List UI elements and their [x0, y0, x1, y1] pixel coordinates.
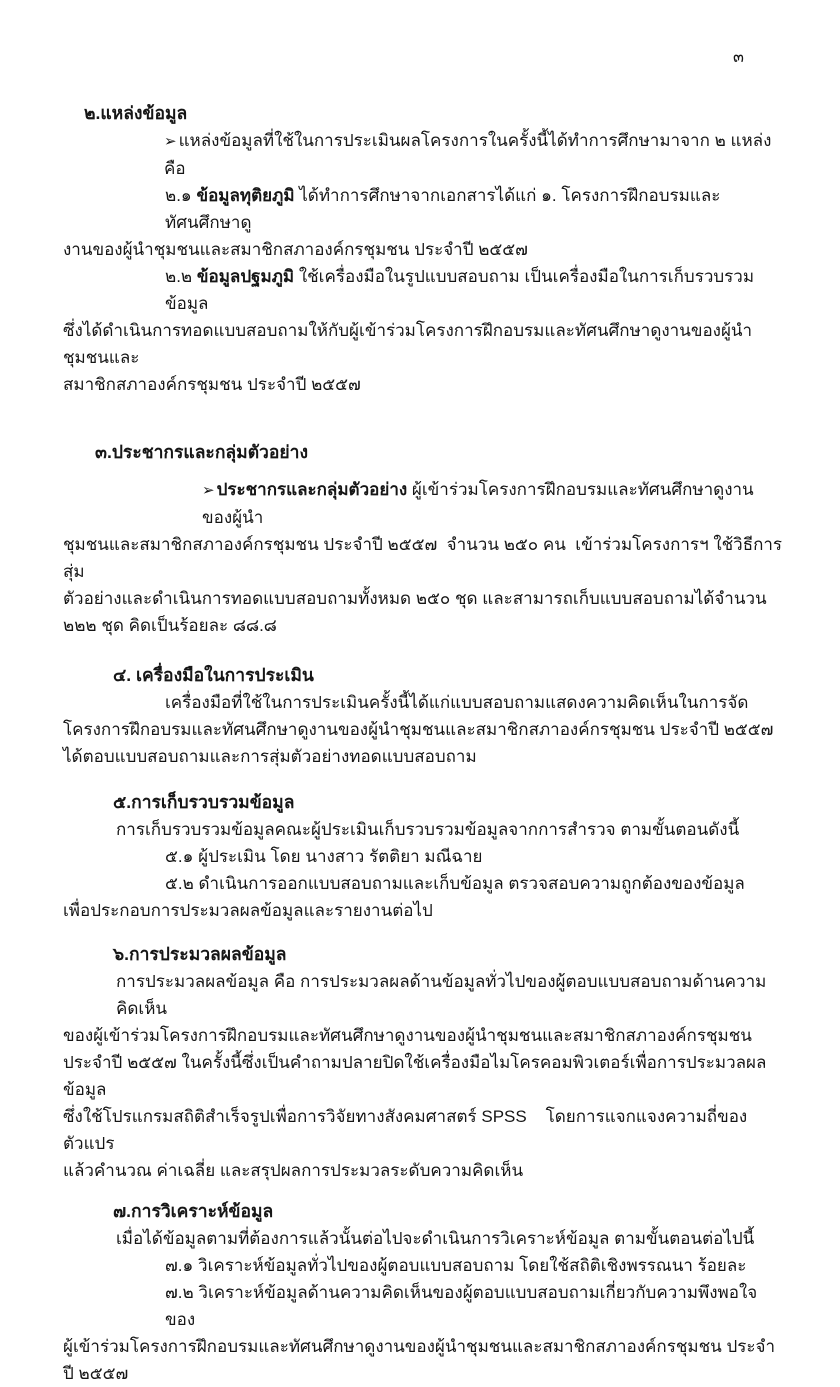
- item-7-2-continuation: ผู้เข้าร่วมโครงการฝึกอบรมและทัศนศึกษาดูงานของผู้นำชุมชนและสมาชิกสภาองค์กรชุมชน ประจำปี ๒๕๕๗: [63, 1337, 776, 1383]
- item-2-1-text: ได้ทำการศึกษาจากเอกสารได้แก่ ๑. โครงการฝึกอบรมและทัศนศึกษาดู: [165, 186, 721, 232]
- item-2-2-continuation-1: ซึ่งได้ดำเนินการทอดแบบสอบถามให้กับผู้เข้าร่วมโครงการฝึกอบรมและทัศนศึกษาดูงานของผู้นำชุมชนและ: [63, 321, 753, 367]
- section-3-bullet-line: [63, 476, 783, 531]
- item-2-2-text: ใช้เครื่องมือในรูปแบบสอบถาม เป็นเครื่องมือในการเก็บรวบรวมข้อมูล: [165, 267, 755, 313]
- section-4-line-2: โครงการฝึกอบรมและทัศนศึกษาดูงานของผู้นำชุมชนและสมาชิกสภาองค์กรชุมชน ประจำปี ๒๕๕๗: [63, 720, 774, 739]
- section-6-line-4: ซึ่งใช้โปรแกรมสถิติสำเร็จรูปเพื่อการวิจัยทางสังคมศาสตร์ SPSS โดยการแจกแจงความถี่ของตัวแปร: [63, 1107, 748, 1153]
- section-5-heading: ๕.การเก็บรวบรวมข้อมูล: [113, 792, 295, 812]
- section-3-heading: ๓.ประชากรและกลุ่มตัวอย่าง: [95, 442, 309, 462]
- section-population-sample: [63, 439, 783, 639]
- section-2-bullet-line: [63, 127, 783, 182]
- page-number: ๓: [733, 49, 744, 66]
- item-2-1-number: ๒.๑: [165, 186, 197, 205]
- item-7-2-line: ๗.๒ วิเคราะห์ข้อมูลด้านความคิดเห็นของผู้ตอบแบบสอบถามเกี่ยวกับความพึงพอใจของ: [165, 1283, 758, 1329]
- section-6-heading: ๖.การประมวลผลข้อมูล: [113, 944, 287, 964]
- section-4-line-3: ได้ตอบแบบสอบถามและการสุ่มตัวอย่างทอดแบบสอบถาม: [63, 747, 477, 766]
- section-7-line-1: เมื่อได้ข้อมูลตามที่ต้องการแล้วนั้นต่อไปจะดำเนินการวิเคราะห์ข้อมูล ตามขั้นตอนต่อไปนี้: [116, 1229, 755, 1248]
- arrow-bullet-icon: ➢: [164, 133, 177, 150]
- section-2-bullet-text: แหล่งข้อมูลที่ใช้ในการประเมินผลโครงการในครั้งนี้ได้ทำการศึกษามาจาก ๒ แหล่ง คือ: [164, 131, 777, 178]
- section-data-analysis: [63, 1198, 783, 1387]
- item-5-1-line: ๕.๑ ผู้ประเมิน โดย นางสาว รัตติยา มณีฉาย: [165, 847, 483, 866]
- section-evaluation-tools: [63, 662, 783, 770]
- item-2-2-label: ข้อมูลปฐมภูมิ: [196, 267, 295, 286]
- section-7-heading: ๗.การวิเคราะห์ข้อมูล: [113, 1201, 274, 1221]
- item-2-2-line: [63, 263, 783, 317]
- section-3-line-4: ๒๒๒ ชุด คิดเป็นร้อยละ ๘๘.๘: [63, 616, 277, 635]
- item-2-1-line: [63, 182, 783, 236]
- section-3-line-2: ชุมชนและสมาชิกสภาองค์กรชุมชน ประจำปี ๒๕๕๗ จำนวน ๒๕๐ คน เข้าร่วมโครงการฯ ใช้วิธีการสุ่ม: [63, 535, 783, 581]
- page-content: [63, 100, 783, 1387]
- section-5-line-1: การเก็บรวบรวมข้อมูลคณะผู้ประเมินเก็บรวบรวมข้อมูลจากการสำรวจ ตามขั้นตอนดังนี้: [116, 820, 740, 839]
- item-5-2-line: ๕.๒ ดำเนินการออกแบบสอบถามและเก็บข้อมูล ตรวจสอบความถูกต้องของข้อมูล: [165, 874, 745, 893]
- section-data-sources: [63, 100, 783, 398]
- section-3-line-3: ตัวอย่างและดำเนินการทอดแบบสอบถามทั้งหมด ๒๕๐ ชุด และสามารถเก็บแบบสอบถามได้จำนวน: [63, 589, 767, 608]
- section-6-line-3: ประจำปี ๒๕๕๗ ในครั้งนี้ซึ่งเป็นคำถามปลายปิดใช้เครื่องมือไมโครคอมพิวเตอร์เพื่อการประมวลผลข้อมูล: [63, 1053, 767, 1099]
- section-2-heading: ๒.แหล่งข้อมูล: [84, 103, 188, 123]
- item-5-2-continuation: เพื่อประกอบการประมวลผลข้อมูลและรายงานต่อไป: [63, 901, 433, 920]
- item-2-1-label: ข้อมูลทุติยภูมิ: [196, 186, 295, 205]
- item-2-2-number: ๒.๒: [165, 267, 197, 286]
- section-data-processing: [63, 941, 783, 1184]
- arrow-bullet-icon: ➢: [202, 482, 215, 499]
- item-2-1-continuation: งานของผู้นำชุมชนและสมาชิกสภาองค์กรชุมชน ประจำปี ๒๕๕๗: [63, 240, 528, 259]
- section-4-heading: ๔. เครื่องมือในการประเมิน: [113, 665, 314, 685]
- section-6-line-5: แล้วคำนวณ ค่าเฉลี่ย และสรุปผลการประมวลระดับความคิดเห็น: [63, 1161, 524, 1180]
- section-6-line-2: ของผู้เข้าร่วมโครงการฝึกอบรมและทัศนศึกษาดูงานของผู้นำชุมชนและสมาชิกสภาองค์กรชุมชน: [63, 1026, 752, 1045]
- section-3-bullet-label: ประชากรและกลุ่มตัวอย่าง: [216, 480, 408, 499]
- item-7-1-line: ๗.๑ วิเคราะห์ข้อมูลทั่วไปของผู้ตอบแบบสอบถาม โดยใช้สถิติเชิงพรรณนา ร้อยละ: [165, 1256, 747, 1275]
- section-6-line-1: การประมวลผลข้อมูล คือ การประมวลผลด้านข้อมูลทั่วไปของผู้ตอบแบบสอบถามด้านความคิดเห็น: [116, 972, 767, 1018]
- item-2-2-continuation-2: สมาชิกสภาองค์กรชุมชน ประจำปี ๒๕๕๗: [63, 375, 361, 394]
- section-data-collection: [63, 789, 783, 924]
- section-3-bullet-text: ผู้เข้าร่วมโครงการฝึกอบรมและทัศนศึกษาดูงานของผู้นำ: [202, 480, 754, 527]
- section-4-line-1: เครื่องมือที่ใช้ในการประเมินครั้งนี้ได้แก่แบบสอบถามแสดงความคิดเห็นในการจัด: [165, 693, 749, 712]
